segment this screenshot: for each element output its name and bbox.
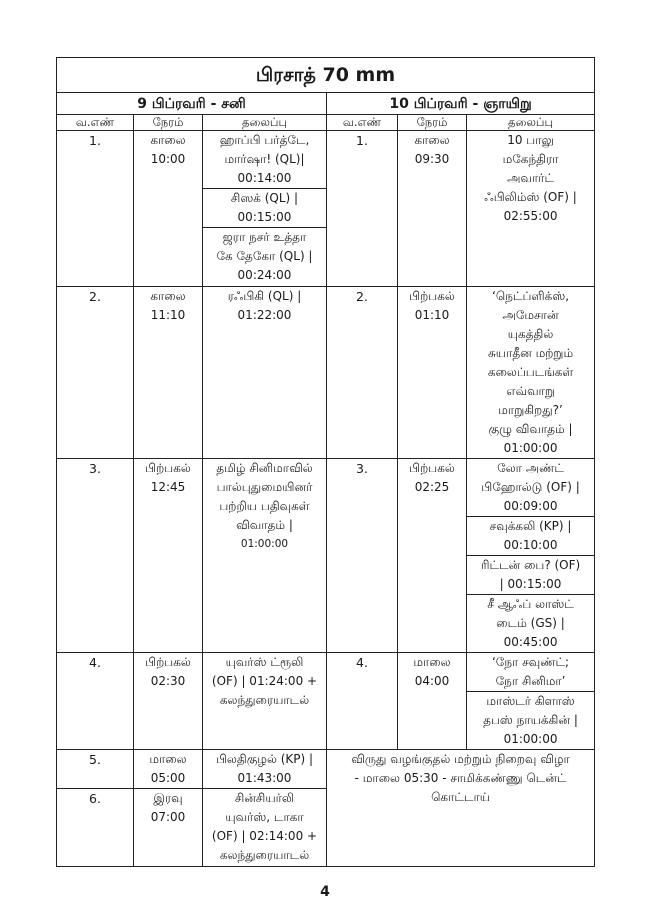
time-cell: பிற்பகல் 02:30 [134,653,203,750]
time-cell: பிற்பகல் 01:10 [398,287,467,459]
column-header-serial: வ.எண் [327,115,398,131]
column-header-serial: வ.எண் [57,115,134,131]
time-cell: மாலை 04:00 [398,653,467,750]
program-cell: சீ ஆஃப் லாஸ்ட் டைம் (GS) | 00:45:00 [467,595,595,653]
program-cell: ரஃபிகி (QL) | 01:22:00 [203,287,327,459]
time-cell: பிற்பகல் 02:25 [398,459,467,653]
program-cell: யுவர்ஸ் ட்ரூலி (OF) | 01:24:00 + கலந்துரையாடல் [203,653,327,750]
time-cell: காலை 09:30 [398,131,467,287]
program-cell: மாஸ்டர் கிளாஸ் தபஸ் நாயக்கின் | 01:00:00 [467,692,595,750]
serial-cell: 6. [57,789,134,867]
program-cell: ஹாப்பி பர்த்டே, மார்ஷா! (QL)| 00:14:00 [203,131,327,189]
time-cell: இரவு 07:00 [134,789,203,867]
program-cell: ‘நோ சவுண்ட்; நோ சினிமா’ [467,653,595,692]
program-cell: லோ அண்ட் பிஹோல்டு (OF) | 00:09:00 [467,459,595,517]
serial-cell: 2. [57,287,134,459]
column-header-time: நேரம் [134,115,203,131]
column-header-program: தலைப்பு [467,115,595,131]
time-cell: காலை 10:00 [134,131,203,287]
program-cell: 10 பாலு மகேந்திரா அவார்ட் ஃபிலிம்ஸ் (OF) | 02:55:00 [467,131,595,287]
program-cell: சவுக்கலி (KP) | 00:10:00 [467,517,595,556]
program-cell: ‘நெட்ப்ளிக்ஸ், அமேசான் யுகத்தில் சுயாதீன மற்றும் கலைப்படங்கள் எவ்வாறு மாறுகிறது?’ குழு விவாதம் | 01:00:00 [467,287,595,459]
closing-ceremony-cell: விருது வழங்குதல் மற்றும் நிறைவு விழா - மாலை 05:30 - சாமிக்கண்ணு டென்ட் கொட்டாய் [327,750,595,867]
serial-cell: 4. [327,653,398,750]
program-cell: பிலதிகுழல் (KP) | 01:43:00 [203,750,327,789]
program-cell: ரிட்டன் பை? (OF) | 00:15:00 [467,556,595,595]
program-cell: தமிழ் சினிமாவில் பால்புதுமையினர் பற்றிய பதிவுகள் விவாதம் | 01:00:00 [203,459,327,653]
venue-title: பிரசாத் 70 mm [57,58,595,93]
serial-cell: 4. [57,653,134,750]
day-heading-sunday: 10 பிப்ரவரி - ஞாயிறு [327,93,595,115]
schedule-table [56,57,595,867]
program-cell: சிஸக் (QL) | 00:15:00 [203,189,327,228]
time-cell: காலை 11:10 [134,287,203,459]
serial-cell: 2. [327,287,398,459]
column-header-program: தலைப்பு [203,115,327,131]
program-cell: ஜரா நசர் உத்தா கே தேகோ (QL) | 00:24:00 [203,228,327,287]
program-cell: சின்சியர்லி யுவர்ஸ், டாகா (OF) | 02:14:00 + கலந்துரையாடல் [203,789,327,867]
serial-cell: 3. [57,459,134,653]
serial-cell: 5. [57,750,134,789]
serial-cell: 1. [57,131,134,287]
page-number: 4 [320,884,330,900]
serial-cell: 3. [327,459,398,653]
day-heading-saturday: 9 பிப்ரவரி - சனி [57,93,327,115]
time-cell: பிற்பகல் 12:45 [134,459,203,653]
time-cell: மாலை 05:00 [134,750,203,789]
serial-cell: 1. [327,131,398,287]
column-header-time: நேரம் [398,115,467,131]
